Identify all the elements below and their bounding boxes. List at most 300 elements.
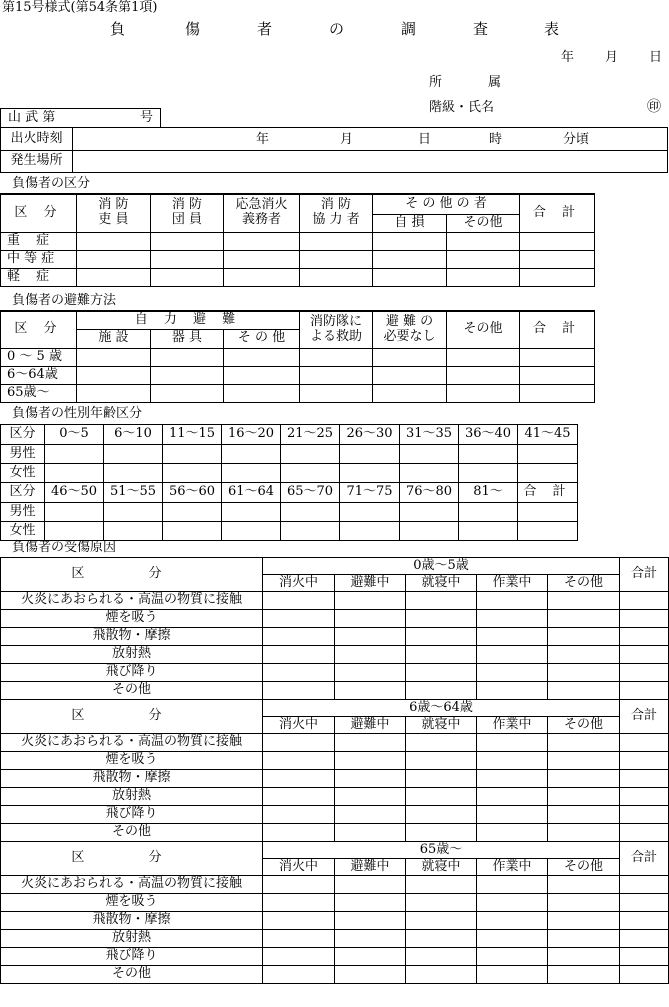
cell[interactable] [406,628,477,646]
sec3-age-21-25: 21～25 [281,425,340,445]
cell[interactable] [151,348,224,366]
cell[interactable] [335,876,406,894]
cell[interactable] [406,646,477,664]
date-day-label: 日 [649,50,663,65]
cell[interactable] [263,664,335,682]
cell[interactable] [300,250,373,268]
cell[interactable] [548,664,620,682]
sec2-col-total: 合 計 [520,311,595,348]
sec4-col-sleeping: 就寝中 [406,575,477,592]
sec4-row-debris-friction: 飛散物・摩擦 [1,770,263,788]
cell[interactable] [222,464,281,483]
cell[interactable] [340,445,400,464]
cell[interactable] [406,734,477,752]
cell[interactable] [335,610,406,628]
cell[interactable] [373,348,447,366]
sec2-col-equipment: 器 具 [151,329,224,348]
cell[interactable] [300,348,373,366]
fire-time-month: 月 [340,132,354,147]
sec4-row-other: その他 [1,682,263,700]
sec4-col-working: 作業中 [477,859,548,876]
cell[interactable] [263,876,335,894]
cell[interactable] [263,592,335,610]
cell[interactable] [335,824,406,842]
cause-table [0,557,669,984]
cell[interactable] [620,824,669,842]
sec4-total-header: 合計 [620,558,669,592]
section-title-evacuation: 負傷者の避難方法 [12,293,117,308]
cell[interactable] [477,770,548,788]
cell[interactable] [335,664,406,682]
fire-time-location-table [0,127,668,173]
sec3-age-11-15: 11～15 [163,425,222,445]
cell[interactable] [477,894,548,912]
sec3-age-56-60: 56～60 [163,483,222,503]
cell[interactable] [151,232,224,250]
cell[interactable] [477,966,548,984]
cell[interactable] [373,268,447,286]
fire-time-day: 日 [418,132,432,147]
cell[interactable] [263,806,335,824]
cell[interactable] [281,503,340,522]
cell[interactable] [224,348,300,366]
cell[interactable] [335,592,406,610]
affiliation-char-2: 属 [488,75,502,90]
sec1-col-fire-corps: 消 防 団 員 [151,194,224,232]
sec4-row-radiant-heat: 放射熱 [1,788,263,806]
sec2-kubun-header: 区 分 [1,311,77,348]
sec3-kubun-header-1: 区分 [1,425,45,445]
cell[interactable] [406,894,477,912]
cell[interactable] [459,503,518,522]
sec4-col-evacuating: 避難中 [335,575,406,592]
cell[interactable] [548,752,620,770]
sec4-col-extinguishing: 消火中 [263,717,335,734]
sec4-col-working: 作業中 [477,717,548,734]
cell[interactable] [300,384,373,402]
cell[interactable] [520,268,595,286]
cell[interactable] [77,268,151,286]
sec4-col-working: 作業中 [477,575,548,592]
sec4-kubun-header: 区 分 [1,700,263,734]
cell[interactable] [77,250,151,268]
sec4-row-jumping: 飛び降り [1,948,263,966]
sec3-age-65-70: 65～70 [281,483,340,503]
sec1-row-moderate: 中 等 症 [1,250,77,268]
cell[interactable] [620,876,669,894]
sec2-col-rescue: 消防隊に よる救助 [300,311,373,348]
cell[interactable] [263,770,335,788]
title-char-4: の [329,20,345,38]
sec2-row-age-0-5: 0 ～ 5 歳 [1,348,77,366]
sec2-col-self-other: そ の 他 [224,329,300,348]
injury-class-table [0,193,595,287]
cell[interactable] [620,610,669,628]
cell[interactable] [224,366,300,384]
sec4-col-evacuating: 避難中 [335,859,406,876]
sec4-row-fire-contact: 火炎にあおられる・高温の物質に接触 [1,592,263,610]
cell[interactable] [373,366,447,384]
cell[interactable] [373,250,447,268]
cell[interactable] [335,966,406,984]
cell[interactable] [459,445,518,464]
sec4-kubun-header: 区 分 [1,558,263,592]
sec1-col-emergency: 応急消火 義務者 [224,194,300,232]
sec4-age-group-1: 0歳～5歳 [263,558,620,575]
sec3-age-46-50: 46～50 [45,483,104,503]
cell[interactable] [104,445,163,464]
cell[interactable] [104,464,163,483]
cell[interactable] [620,682,669,700]
cell[interactable] [340,522,400,541]
cell[interactable] [163,503,222,522]
cell[interactable] [335,806,406,824]
affiliation-char-1: 所 [429,75,443,90]
cell[interactable] [263,734,335,752]
title-char-1: 負 [110,20,126,38]
sec3-age-6-10: 6～10 [104,425,163,445]
section-title-sex-age: 負傷者の性別年齢区分 [12,406,143,421]
cell[interactable] [263,824,335,842]
sec4-age-group-2: 6歳～64歳 [263,700,620,717]
cell[interactable] [335,930,406,948]
sec4-col-sleeping: 就寝中 [406,717,477,734]
cell[interactable] [163,445,222,464]
cell[interactable] [263,894,335,912]
title-char-3: 者 [257,20,273,38]
sec3-age-76-80: 76～80 [400,483,459,503]
cell[interactable] [373,232,447,250]
cell[interactable] [548,912,620,930]
cell[interactable] [548,592,620,610]
cell[interactable] [406,770,477,788]
sec1-col-self-inflicted: 自 損 [373,214,447,232]
cell[interactable] [77,348,151,366]
sec3-age-81-plus: 81～ [459,483,518,503]
title-char-2: 傷 [185,20,201,38]
section-title-injury-class: 負傷者の区分 [12,176,91,191]
cell[interactable] [520,384,595,402]
sec3-female-label-2: 女性 [1,522,45,541]
sec4-age-group-3: 65歳～ [263,842,620,859]
fire-time-minute: 分頃 [563,132,590,147]
cell[interactable] [45,445,104,464]
cell[interactable] [548,948,620,966]
cell[interactable] [406,966,477,984]
report-number-prefix: 山 武 第 [8,110,56,125]
cell[interactable] [163,522,222,541]
cell[interactable] [520,366,595,384]
cell[interactable] [620,646,669,664]
cell[interactable] [222,445,281,464]
cell[interactable] [151,268,224,286]
cell[interactable] [548,610,620,628]
sec3-total: 合 計 [518,483,578,503]
cell[interactable] [400,503,459,522]
sec4-col-other: その他 [548,717,620,734]
cell[interactable] [263,682,335,700]
sec1-col-others: そ の 他 の 者 [373,194,520,214]
cell[interactable] [281,464,340,483]
cell[interactable] [406,682,477,700]
cell[interactable] [459,522,518,541]
sec3-age-51-55: 51～55 [104,483,163,503]
sec3-age-0-5: 0～5 [45,425,104,445]
cell[interactable] [406,948,477,966]
cell[interactable] [447,366,520,384]
cell[interactable] [104,503,163,522]
cell[interactable] [518,464,578,483]
cell[interactable] [406,610,477,628]
title-char-5: 調 [401,20,417,38]
cell[interactable] [77,384,151,402]
cell[interactable] [335,734,406,752]
cell[interactable] [520,348,595,366]
cell[interactable] [151,384,224,402]
cell[interactable] [335,628,406,646]
cell[interactable] [620,912,669,930]
cell[interactable] [300,232,373,250]
cell[interactable] [406,664,477,682]
cell[interactable] [224,250,300,268]
sec4-row-jumping: 飛び降り [1,664,263,682]
cell[interactable] [477,664,548,682]
cell[interactable] [477,788,548,806]
cell[interactable] [548,824,620,842]
cell[interactable] [548,770,620,788]
cell[interactable] [518,503,578,522]
cell[interactable] [406,806,477,824]
sec3-age-16-20: 16～20 [222,425,281,445]
location-field[interactable] [73,151,668,173]
sec4-row-smoke-inhalation: 煙を吸う [1,752,263,770]
sec4-col-extinguishing: 消火中 [263,575,335,592]
cell[interactable] [477,752,548,770]
sec4-row-fire-contact: 火炎にあおられる・高温の物質に接触 [1,734,263,752]
cell[interactable] [151,366,224,384]
cell[interactable] [477,948,548,966]
sec3-male-label-1: 男性 [1,445,45,464]
cell[interactable] [281,522,340,541]
cell[interactable] [620,966,669,984]
cell[interactable] [548,894,620,912]
cell[interactable] [477,734,548,752]
sec3-age-31-35: 31～35 [400,425,459,445]
cell[interactable] [620,770,669,788]
cell[interactable] [406,876,477,894]
cell[interactable] [620,788,669,806]
cell[interactable] [300,268,373,286]
sec3-age-41-45: 41～45 [518,425,578,445]
cell[interactable] [477,592,548,610]
cell[interactable] [518,445,578,464]
sec4-row-other: その他 [1,824,263,842]
sec3-age-26-30: 26～30 [340,425,400,445]
cell[interactable] [335,752,406,770]
cell[interactable] [335,948,406,966]
sec3-male-label-2: 男性 [1,503,45,522]
sec1-col-total: 合 計 [520,194,595,232]
cell[interactable] [335,894,406,912]
sec4-total-header: 合計 [620,842,669,876]
cell[interactable] [477,930,548,948]
sec2-row-age-6-64: 6～64歳 [1,366,77,384]
sec2-row-age-65-plus: 65歳～ [1,384,77,402]
sec1-row-severe: 重 症 [1,232,77,250]
cell[interactable] [620,734,669,752]
cell[interactable] [520,250,595,268]
cell[interactable] [447,268,520,286]
cell[interactable] [300,366,373,384]
cell[interactable] [406,788,477,806]
cell[interactable] [477,610,548,628]
sec3-age-61-64: 61～64 [222,483,281,503]
sec1-col-cooperator: 消 防 協 力 者 [300,194,373,232]
title-char-7: 表 [544,20,560,38]
rank-name-label: 階級・氏名 [429,100,495,115]
cell[interactable] [477,628,548,646]
cell[interactable] [263,646,335,664]
title-char-6: 査 [473,20,489,38]
cell[interactable] [447,384,520,402]
cell[interactable] [373,384,447,402]
cell[interactable] [620,948,669,966]
sec4-row-fire-contact: 火炎にあおられる・高温の物質に接触 [1,876,263,894]
sec4-col-sleeping: 就寝中 [406,859,477,876]
cell[interactable] [406,930,477,948]
sec2-col-facility: 施 設 [77,329,151,348]
cell[interactable] [520,232,595,250]
cell[interactable] [263,912,335,930]
cell[interactable] [77,232,151,250]
cell[interactable] [263,628,335,646]
cell[interactable] [340,503,400,522]
cell[interactable] [263,610,335,628]
sec4-row-radiant-heat: 放射熱 [1,646,263,664]
cell[interactable] [548,930,620,948]
cell[interactable] [263,752,335,770]
sec4-row-debris-friction: 飛散物・摩擦 [1,912,263,930]
section-title-cause: 負傷者の受傷原因 [12,540,117,555]
cell[interactable] [447,348,520,366]
report-number-suffix: 号 [140,110,154,125]
cell[interactable] [263,788,335,806]
cell[interactable] [45,503,104,522]
sec3-kubun-header-2: 区分 [1,483,45,503]
cell[interactable] [620,894,669,912]
cell[interactable] [548,966,620,984]
cell[interactable] [335,682,406,700]
cell[interactable] [406,912,477,930]
cell[interactable] [224,384,300,402]
location-label: 発生場所 [1,151,73,173]
cell[interactable] [335,646,406,664]
cell[interactable] [224,268,300,286]
cell[interactable] [548,628,620,646]
cell[interactable] [477,876,548,894]
sec4-row-jumping: 飛び降り [1,806,263,824]
sec4-col-evacuating: 避難中 [335,717,406,734]
cell[interactable] [104,522,163,541]
cell[interactable] [477,824,548,842]
sec3-age-36-40: 36～40 [459,425,518,445]
seal-mark: ㊞ [647,99,661,115]
cell[interactable] [45,522,104,541]
cell[interactable] [548,682,620,700]
cell[interactable] [45,464,104,483]
cell[interactable] [222,503,281,522]
cell[interactable] [400,464,459,483]
cell[interactable] [459,464,518,483]
sec3-age-71-75: 71～75 [340,483,400,503]
fire-time-field[interactable] [73,128,668,151]
fire-time-year: 年 [256,132,270,147]
sec4-row-smoke-inhalation: 煙を吸う [1,610,263,628]
cell[interactable] [400,522,459,541]
cell[interactable] [335,912,406,930]
sec2-col-other: その他 [447,311,520,348]
cell[interactable] [620,592,669,610]
cell[interactable] [620,806,669,824]
cell[interactable] [548,806,620,824]
sec1-col-other: その他 [447,214,520,232]
cell[interactable] [620,752,669,770]
cell[interactable] [548,876,620,894]
cell[interactable] [477,646,548,664]
cell[interactable] [477,912,548,930]
cell[interactable] [263,930,335,948]
cell[interactable] [263,948,335,966]
cell[interactable] [447,250,520,268]
cell[interactable] [548,788,620,806]
cell[interactable] [335,770,406,788]
cell[interactable] [548,734,620,752]
cell[interactable] [477,682,548,700]
cell[interactable] [620,930,669,948]
cell[interactable] [447,232,520,250]
sec3-female-label-1: 女性 [1,464,45,483]
sec2-col-no-need: 避 難 の 必要なし [373,311,447,348]
cell[interactable] [406,592,477,610]
cell[interactable] [620,628,669,646]
sec4-col-other: その他 [548,859,620,876]
cell[interactable] [222,522,281,541]
sec4-kubun-header: 区 分 [1,842,263,876]
sec4-row-other: その他 [1,966,263,984]
cell[interactable] [400,445,459,464]
cell[interactable] [340,464,400,483]
cell[interactable] [263,966,335,984]
cell[interactable] [151,250,224,268]
cell[interactable] [281,445,340,464]
cell[interactable] [548,646,620,664]
sex-age-table [0,424,578,541]
evacuation-table [0,310,595,403]
cell[interactable] [518,522,578,541]
cell[interactable] [406,824,477,842]
sec2-col-self-evac: 自 力 避 難 [77,311,300,329]
cell[interactable] [77,366,151,384]
sec4-row-radiant-heat: 放射熱 [1,930,263,948]
cell[interactable] [620,664,669,682]
cell[interactable] [335,788,406,806]
cell[interactable] [224,232,300,250]
sec1-kubun-header: 区 分 [1,194,77,232]
cell[interactable] [477,806,548,824]
cell[interactable] [406,752,477,770]
cell[interactable] [163,464,222,483]
date-year-label: 年 [561,50,575,65]
